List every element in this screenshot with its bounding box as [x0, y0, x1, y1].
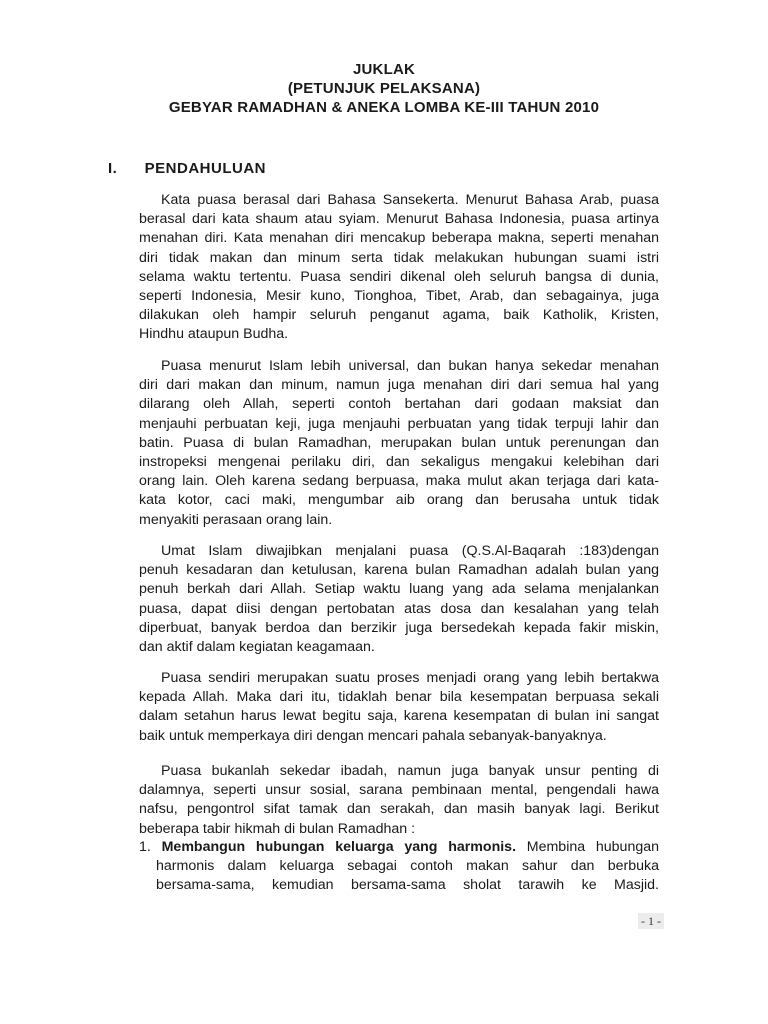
list-item-first-rest: Membina hubungan — [516, 839, 660, 855]
paragraph-4 — [139, 669, 659, 746]
paragraph-line: diri dari makan dan minum, namun juga menahan diri dari semua hal yang — [139, 377, 659, 394]
paragraph-line: kepada Allah. Maka dari itu, tidaklah benar bila kesempatan berpuasa sekali — [139, 689, 659, 706]
paragraph-line: berasal dari kata shaum atau syiam. Menurut Bahasa Indonesia, puasa artinya — [139, 211, 659, 228]
paragraph-line: orang lain. Oleh karena sedang berpuasa, maka mulut akan terjaga dari kata- — [139, 473, 659, 490]
paragraph-line: Puasa menurut Islam lebih universal, dan bukan hanya sekedar menahan — [161, 358, 659, 374]
paragraph-line: menahan diri. Kata menahan diri mencakup beberapa makna, seperti menahan — [139, 230, 659, 247]
paragraph-5 — [139, 762, 659, 839]
paragraph-line: dalam setahun harus lewat begitu saja, karena kesempatan di bulan ini sangat — [139, 708, 659, 725]
paragraph-line: Hindhu ataupun Budha. — [139, 326, 289, 343]
paragraph-line: puasa, dapat diisi dengan pertobatan atas dosa dan kesalahan yang telah — [139, 600, 659, 617]
paragraph-line: Puasa bukanlah sekedar ibadah, namun juga banyak unsur penting di — [161, 763, 659, 779]
paragraph-line: selama waktu tertentu. Puasa sendiri dikenal oleh seluruh bangsa di dunia, — [139, 268, 659, 285]
paragraph-line: batin. Puasa di bulan Ramadhan, merupakan bulan untuk perenungan dan — [139, 434, 659, 451]
section-title: PENDAHULUAN — [144, 160, 267, 177]
paragraph-line: beberapa tabir hikmah di bulan Ramadhan : — [139, 820, 416, 837]
paragraph-line: menyakiti perasaan orang lain. — [139, 511, 333, 528]
paragraph-3 — [139, 542, 659, 657]
section-number: I. — [108, 160, 118, 177]
title-line-3: GEBYAR RAMADHAN & ANEKA LOMBA KE-III TAHUN 2010 — [168, 99, 600, 116]
list-item-first-line — [139, 838, 659, 857]
title-line-1: JUKLAK — [352, 61, 416, 78]
list-item-line: harmonis dalam keluarga sebagai contoh makan sahur dan berbuka — [156, 858, 659, 875]
paragraph-line: seperti Indonesia, Mesir kuno, Tionghoa, Tibet, Arab, dan sebagainya, juga — [139, 287, 659, 304]
paragraph-line: Kata puasa berasal dari Bahasa Sansekerta. Menurut Bahasa Arab, puasa — [161, 192, 659, 208]
paragraph-line: dilakukan oleh hampir seluruh penganut agama, baik Katholik, Kristen, — [139, 307, 659, 324]
list-item-number: 1. — [139, 839, 151, 855]
list-item-line: bersama-sama, kemudian bersama-sama sholat tarawih ke Masjid. — [156, 877, 659, 894]
paragraph-2 — [139, 357, 659, 530]
paragraph-line: menjauhi perbuatan keji, juga menjauhi perbuatan yang tidak terpuji lahir dan — [139, 415, 659, 432]
paragraph-line: diri tidak makan dan minum serta tidak melakukan hubungan suami istri — [139, 249, 659, 266]
title-line-2: (PETUNJUK PELAKSANA) — [287, 80, 481, 97]
list-item — [139, 838, 659, 896]
paragraph-1 — [139, 191, 659, 345]
page-number: - 1 - — [638, 913, 664, 929]
paragraph-line: dilarang oleh Allah, seperti contoh bertahan dari godaan maksiat dan — [139, 396, 659, 413]
paragraph-line: baik untuk memperkaya diri dengan mencari pahala sebanyak-banyaknya. — [139, 727, 607, 744]
paragraph-line: diperbuat, banyak berdoa dan berzikir juga bersedekah kepada fakir miskin, — [139, 619, 659, 636]
paragraph-line: Umat Islam diwajibkan menjalani puasa (Q.S.Al-Baqarah :183)dengan — [161, 543, 659, 559]
paragraph-line: penuh kesadaran dan ketulusan, karena bulan Ramadhan adalah bulan yang — [139, 562, 659, 579]
paragraph-line: dalamnya, seperti unsur sosial, sarana pembinaan mental, pengendali hawa — [139, 782, 659, 799]
section-heading — [108, 159, 266, 178]
document-title — [0, 60, 768, 117]
list-item-heading: Membangun hubungan keluarga yang harmonis. — [161, 839, 517, 855]
paragraph-line: penuh berkah dari Allah. Setiap waktu luang yang ada selama menjalankan — [139, 581, 659, 598]
paragraph-line: kata kotor, caci maki, mengumbar aib orang dan berusaha untuk tidak — [139, 492, 659, 509]
paragraph-line: nafsu, pengontrol sifat tamak dan serakah, dan masih banyak lagi. Berikut — [139, 801, 659, 818]
paragraph-line: instropeksi mengenai perilaku diri, dan sekaligus mengakui kelebihan dari — [139, 453, 659, 470]
paragraph-line: dan aktif dalam kegiatan keagamaan. — [139, 638, 375, 655]
paragraph-line: Puasa sendiri merupakan suatu proses menjadi orang yang lebih bertakwa — [161, 670, 659, 686]
